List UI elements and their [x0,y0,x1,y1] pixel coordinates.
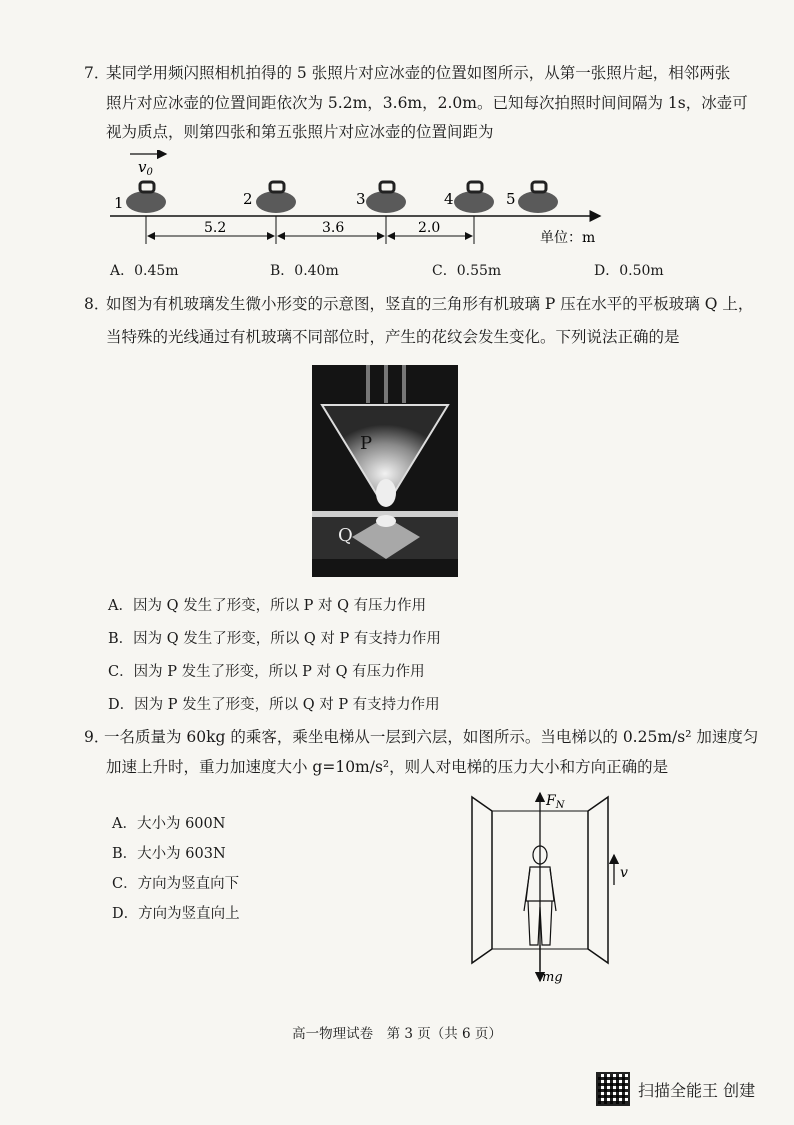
curling-figure [100,150,620,260]
q7-option-c: C．0.55m [432,263,502,279]
distance-label-3: 2.0 [418,220,441,236]
q7-number: 7． [84,64,110,82]
fn-label: $F_N$ [546,793,565,811]
photo-label-q: Q [338,525,353,546]
distance-label-1: 5.2 [204,220,227,236]
distance-label-2: 3.6 [322,220,345,236]
q7-text-line1: 某同学用频闪照相机拍得的 5 张照片对应冰壶的位置如图所示，从第一张照片起，相邻两张 [106,64,731,82]
q7-text-line2: 照片对应冰壶的位置间距依次为 5.2m，3.6m，2.0m。已知每次拍照时间间隔为 1s，冰壶可 [106,94,748,112]
curling-stone [366,182,406,213]
photo-label-p: P [360,433,373,454]
mg-label: mg [542,970,563,985]
q8-text-line2: 当特殊的光线通过有机玻璃不同部位时，产生的花纹会发生变化。下列说法正确的是 [106,328,680,346]
q9-option-c: C．方向为竖直向下 [112,876,240,892]
q9-text-line2: 加速上升时，重力加速度大小 g=10m/s²，则人对电梯的压力大小和方向正确的是 [106,758,669,776]
elevator-figure [460,785,630,990]
curling-stone [454,182,494,213]
q9-text-line1: 一名质量为 60kg 的乘客，乘坐电梯从一层到六层，如图所示。当电梯以的 0.25m/s² 加速度匀 [104,728,759,746]
q8-option-a: A．因为 Q 发生了形变，所以 P 对 Q 有压力作用 [108,598,427,614]
q9-option-a: A．大小为 600N [112,816,226,832]
q9-option-b: B．大小为 603N [112,846,226,862]
q7-option-a: A．0.45m [110,263,179,279]
scanner-watermark [596,1072,755,1106]
page-footer: 高一物理试卷 第 3 页（共 6 页） [292,1026,502,1042]
curling-stone [126,182,166,213]
q9-option-d: D．方向为竖直向上 [112,906,240,922]
stone-label-5: 5 [506,190,516,208]
v-label: v [620,865,628,881]
q8-number: 8． [84,295,110,313]
q9-number: 9． [84,728,110,746]
q8-option-b: B．因为 Q 发生了形变，所以 Q 对 P 有支持力作用 [108,631,441,647]
stone-label-4: 4 [444,190,454,208]
photoelastic-photo [312,365,458,577]
qr-code-icon [596,1072,630,1106]
scanner-brand-text: 扫描全能王 创建 [638,1080,756,1100]
q8-text-line1: 如图为有机玻璃发生微小形变的示意图，竖直的三角形有机玻璃 P 压在水平的平板玻璃 Q 上， [106,295,754,313]
q8-option-c: C．因为 P 发生了形变，所以 P 对 Q 有压力作用 [108,664,425,680]
curling-stone [256,182,296,213]
stone-label-1: 1 [114,194,124,212]
stone-label-2: 2 [243,190,253,208]
q7-text-line3: 视为质点，则第四张和第五张照片对应冰壶的位置间距为 [106,123,494,141]
q8-option-d: D．因为 P 发生了形变，所以 Q 对 P 有支持力作用 [108,697,440,713]
q7-option-b: B．0.40m [270,263,339,279]
curling-stone [518,182,558,213]
v0-label: $v_0$ [138,158,153,178]
stone-label-3: 3 [356,190,366,208]
q7-option-d: D．0.50m [594,263,664,279]
unit-label: 单位：m [540,230,596,246]
